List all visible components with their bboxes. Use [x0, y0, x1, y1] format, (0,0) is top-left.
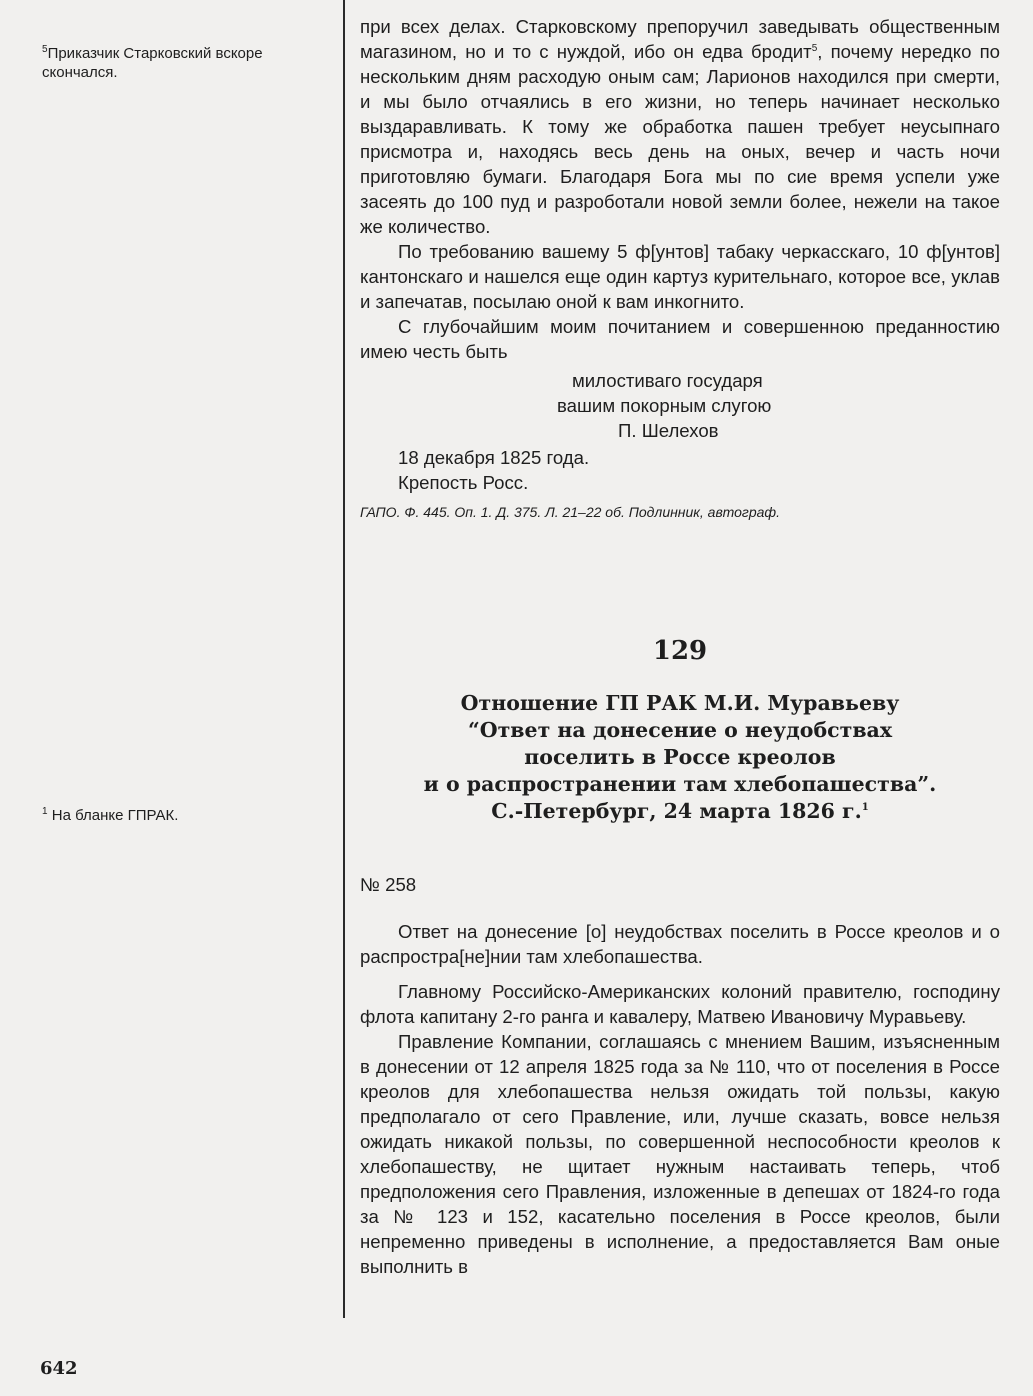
title-line-2: “Ответ на донесение о неудобствах	[467, 718, 893, 742]
closing-line-1: милостиваго государя	[572, 370, 763, 391]
title-line-4: и о распространении там хлебопашества”.	[423, 772, 937, 796]
document-body	[360, 872, 1000, 1279]
letter-paragraph-3: С глубочайшим моим почитанием и совершенною преданностию имею честь быть	[360, 316, 1000, 362]
footnote-1-marker: 1	[42, 806, 48, 817]
registration-number: № 258	[360, 874, 417, 895]
archive-source: ГАПО. Ф. 445. Оп. 1. Д. 375. Л. 21–22 об. Подлинник, автограф.	[360, 504, 780, 520]
title-line-3: поселить в Россе креолов	[524, 745, 836, 769]
letter-place: Крепость Росс.	[398, 472, 529, 493]
title-line-5: С.-Петербург, 24 марта 1826 г.$^1$	[491, 799, 869, 823]
page-number: 642	[40, 1358, 78, 1379]
footnote-1-text: На бланке ГПРАК.	[51, 807, 179, 824]
body-paragraph-3: Правление Компании, соглашаясь с мнением Вашим, изъясненным в донесении от 12 апреля 1825 года за № 110, что от поселения в Россе креолов для хлебопашества нельзя ожидать той пользы, какую предполагало от сего Правление, или, лучше сказать, вовсе нельзя ожидать никакой пользы, по совершенной неспособности креолов к хлебопашеству, не щитает нужным настаивать теперь, чтоб предположения сего Правления, изложенные в депешах от 1824-го года за № 123 и 152, касательно поселения в Россе креолов, были непременно приведены в исполнение, а предоставляется Вам оные выполнить в	[360, 1031, 1000, 1277]
closing-line-2: вашим покорным слугою	[557, 395, 772, 416]
letter-paragraph-1: при всех делах. Старковскому препоручил заведывать общественным магазином, но и то с нуждой, ибо он едва бродит$^5$, почему нередко по нескольким дням расходую оным сам; Ларионов находился при смерти, и мы было отчаялись в его жизни, но теперь начинает несколько выздаравливать. К тому же обработка пашен требует неусыпнаго присмотра и, находясь весь день на оных, вечер и часть ночи приготовляю бумаги. Благодаря Бога мы по сие время успели уже засеять до 100 пуд и разроботали новой земли более, нежели на такое же количество.	[360, 16, 1000, 237]
document-title	[360, 690, 1000, 825]
signature: П. Шелехов	[618, 420, 719, 441]
footnote-ref-5: 5	[811, 42, 818, 54]
footnote-ref-1: 1	[861, 802, 869, 814]
letter-paragraph-2: По требованию вашему 5 ф[унтов] табаку черкасскаго, 10 ф[унтов] кантонскаго и нашелся еще один картуз курительнаго, которое все, уклав и запечатав, посылаю оной к вам инкогнито.	[360, 241, 1000, 312]
body-paragraph-2: Главному Российско-Американских колоний правителю, господину флота капитану 2-го ранга и кавалеру, Матвею Ивановичу Муравьеву.	[360, 981, 1000, 1027]
body-paragraph-1: Ответ на донесение [о] неудобствах поселить в Россе креолов и о распростра[не]нии там хлебопашества.	[360, 921, 1000, 967]
footnote-1	[42, 806, 327, 825]
document-number: 129	[652, 636, 708, 666]
title-line-1: Отношение ГП РАК М.И. Муравьеву	[460, 691, 900, 715]
column-divider	[343, 0, 345, 1318]
letter-ending	[360, 14, 1000, 521]
footnote-5-text: Приказчик Старковский вскоре скончался.	[42, 45, 263, 81]
letter-date: 18 декабря 1825 года.	[398, 447, 590, 468]
footnote-5-marker: 5	[42, 44, 48, 55]
footnote-5	[42, 44, 327, 82]
